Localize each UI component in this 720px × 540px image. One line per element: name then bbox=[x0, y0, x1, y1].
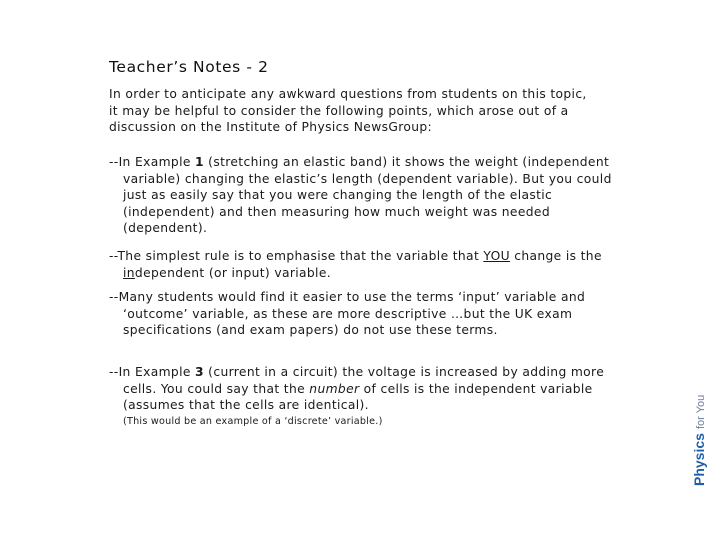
intro-paragraph: In order to anticipate any awkward questions from students on this topic, it may be helpful to consider the following points, which arose out of a discussion on the Institute of Physics NewsGroup: bbox=[109, 87, 587, 134]
underlined-in: in bbox=[123, 265, 135, 280]
discrete-variable-note: (This would be an example of a ‘discrete’ variable.) bbox=[123, 415, 383, 427]
logo-physics-text: Physics bbox=[691, 433, 707, 486]
point-text-part: --The simplest rule is to emphasise that the variable that bbox=[109, 249, 484, 263]
note-point-input-outcome: --Many students would find it easier to use the terms ‘input’ variable and ‘outcome’ variable, as these are more descriptive …but the UK exam specifications (and exam papers) do not use these terms. bbox=[109, 290, 586, 337]
point-text: (stretching an elastic band) it shows the weight (independent variable) changing the elastic’s length (dependent variable). But you could just as easily say that you were changing the length of the elastic (independent) and then measuring how much weight was needed (dependent). bbox=[123, 155, 612, 235]
example-number: 3 bbox=[195, 365, 204, 379]
note-point-example-1 bbox=[109, 154, 618, 237]
italic-number: number bbox=[309, 381, 360, 396]
underlined-you: YOU bbox=[483, 249, 510, 263]
point-text-part: of cells is the independent variable (assumes that the cells are identical). bbox=[123, 381, 593, 412]
point-prefix: --In Example bbox=[109, 155, 196, 169]
page-title: Teacher’s Notes - 2 bbox=[109, 58, 269, 76]
example-number: 1 bbox=[195, 155, 204, 169]
physics-for-you-logo bbox=[686, 376, 714, 488]
point-prefix: --In Example bbox=[109, 365, 196, 379]
note-point-example-3 bbox=[109, 364, 618, 428]
note-point-simplest-rule bbox=[109, 248, 618, 281]
point-text-part: (current in a circuit) the voltage is increased by adding more cells. You could say that the bbox=[123, 365, 605, 396]
point-text-part: change is the bbox=[509, 249, 602, 263]
point-text-part: dependent (or input) variable. bbox=[134, 265, 331, 280]
logo-for-you-text: for You bbox=[695, 394, 707, 429]
